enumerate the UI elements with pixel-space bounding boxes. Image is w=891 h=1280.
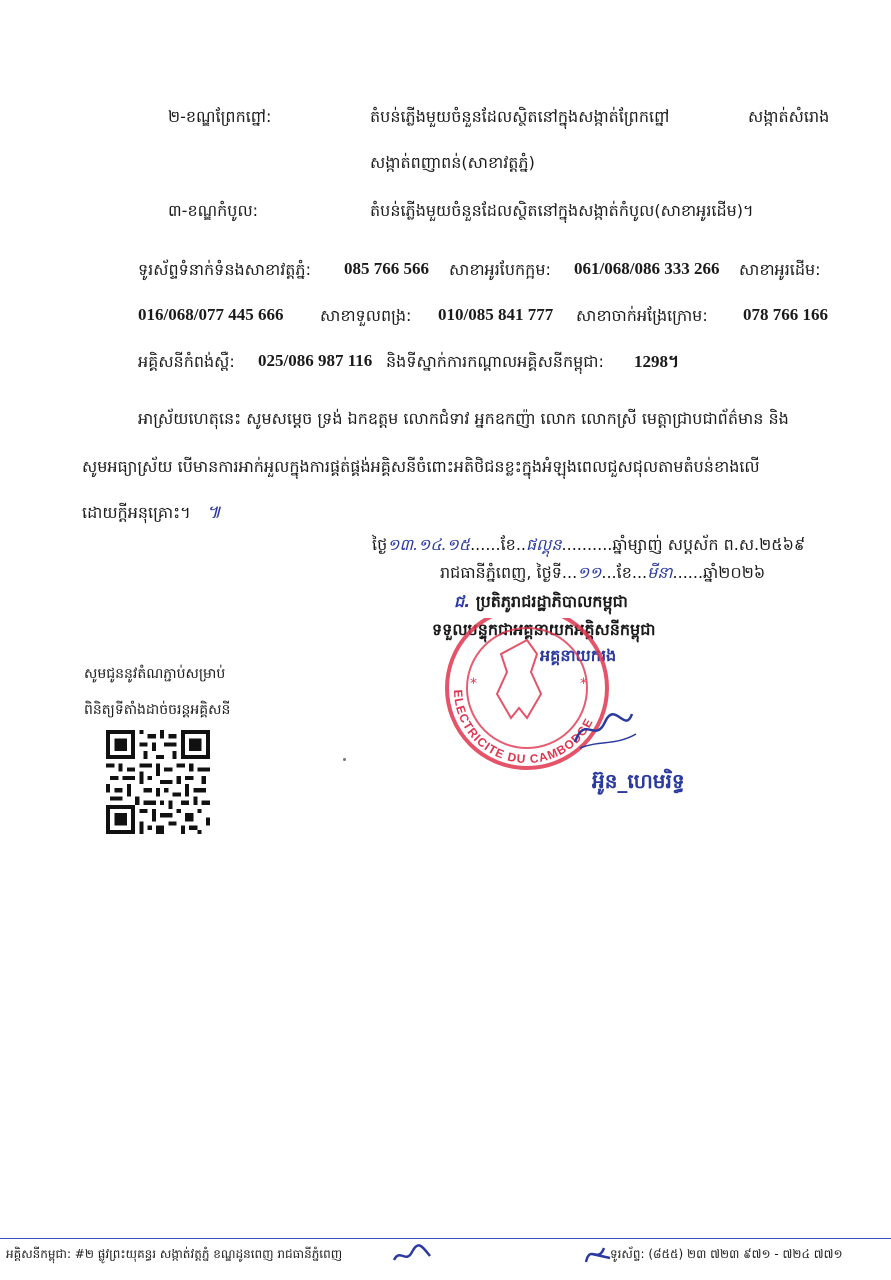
date-mid: ខែ xyxy=(616,563,632,582)
contact-number: 010/085 841 777 xyxy=(438,305,554,324)
closing-mark: ៕ xyxy=(206,502,221,523)
signature-prefix: ជ. xyxy=(454,592,471,611)
svg-text:*: * xyxy=(580,676,587,692)
item-text: សង្កាត់សំរោង xyxy=(748,107,830,126)
contact-label: សាខាទួលពង្រ: xyxy=(320,306,412,325)
signature-title-line3: អគ្គនាយករង xyxy=(540,646,617,665)
item-label: ២-ខណ្ឌព្រែកព្នៅ: xyxy=(168,107,272,126)
contact-number: 025/086 987 116 xyxy=(258,351,373,370)
qr-code[interactable] xyxy=(106,730,210,834)
contact-number: 085 766 566 xyxy=(344,259,429,278)
date-prefix: រាជធានីភ្នំពេញ, ថ្ងៃទី xyxy=(440,563,562,582)
solar-date: រាជធានីភ្នំពេញ, ថ្ងៃទី...១១...ខែ...មីនា......ឆ្នាំ២០២៦ xyxy=(440,563,766,582)
contact-label: និងទីស្នាក់ការកណ្ដាលអគ្គិសនីកម្ពុជា: xyxy=(386,352,604,371)
item-label: ៣-ខណ្ឌកំបូល: xyxy=(168,201,259,220)
stamp-text: ELECTRICITE DU CAMBODGE xyxy=(450,689,596,767)
footer-phone: ទូរស័ព្ទ: (៨៥៥) ២៣ ៧២៣ ៩៧១ - ៧២៤ ៧៧១ xyxy=(610,1247,843,1261)
contact-label: សាខាអូរដើម: xyxy=(739,260,821,279)
contact-number: 1298។ xyxy=(634,352,680,371)
date-day: ១៣.១៤.១៥ xyxy=(387,535,471,554)
footer-initial-mark xyxy=(582,1240,612,1268)
contact-label: សាខាអូរបែកក្អម: xyxy=(449,260,551,279)
contact-number: 016/068/077 445 666 xyxy=(138,305,284,324)
qr-caption-line1: សូមជូននូវតំណភ្ជាប់សម្រាប់ xyxy=(84,666,226,682)
date-suffix: ឆ្នាំ២០២៦ xyxy=(703,563,766,582)
contact-number: 061/068/086 333 266 xyxy=(574,259,720,278)
paragraph-line: អាស្រ័យហេតុនេះ សូមសម្ដេច ទ្រង់ ឯកឧត្តម លោកជំទាវ អ្នកឧកញ៉ា លោក លោកស្រី មេត្តាជ្រាបជាព័ត៌មាន និង xyxy=(138,409,789,428)
contact-label: សាខាចាក់អង្រែក្រោម: xyxy=(576,306,708,325)
signature-title-line1: ប្រតិភូរាជរដ្ឋាភិបាលកម្ពុជា xyxy=(475,592,628,611)
signature-title xyxy=(454,591,628,615)
footer-address: អគ្គិសនីកម្ពុជា: #២ ផ្លូវព្រះយុគន្ធរ សង្កាត់វត្តភ្នំ ខណ្ឌដូនពេញ រាជធានីភ្នំពេញ xyxy=(6,1247,343,1261)
official-stamp xyxy=(432,618,622,778)
signature-title-line2: ទទួលបន្ទុកជាអគ្គនាយកអគ្គិសនីកម្ពុជា xyxy=(432,620,656,639)
contact-number: 078 766 166 xyxy=(743,305,828,324)
footer-initial-mark xyxy=(392,1242,432,1268)
paragraph-line: សូមអធ្យាស្រ័យ បើមានការអាក់អួលក្នុងការផ្គត់ផ្គង់អគ្គិសនីចំពោះអតិថិជនខ្លះក្នុងអំឡុងពេលជួសជុលតាមតំបន់ខាងលើ xyxy=(82,457,760,476)
paragraph-line: ដោយក្ដីអនុគ្រោះ។ xyxy=(82,503,191,522)
date-month: ផល្គុន xyxy=(525,535,562,554)
item-text: តំបន់ភ្លើងមួយចំនួនដែលស្ថិតនៅក្នុងសង្កាត់ព្រែកព្នៅ xyxy=(370,107,670,126)
signatory-name: អ៊ូន_ហេមរិទ្ធ xyxy=(592,769,685,793)
date-month: មីនា xyxy=(647,563,673,582)
svg-text:*: * xyxy=(470,676,477,692)
speck xyxy=(343,758,346,761)
lunar-date: ថ្ងៃ១៣.១៤.១៥......ខែ..ផល្គុន..........ឆ្នាំម្សាញ់ សប្តស័ក ព.ស.២៥៦៩ xyxy=(372,535,806,554)
date-mid: ខែ xyxy=(500,535,516,554)
date-day: ១១ xyxy=(577,563,602,582)
handwritten-signature xyxy=(570,704,640,754)
footer-line xyxy=(0,1238,891,1239)
contact-label: ទូរស័ព្ទទំនាក់ទំនងសាខាវត្តភ្នំ: xyxy=(138,260,311,279)
date-suffix: ឆ្នាំម្សាញ់ សប្តស័ក ព.ស.២៥៦៩ xyxy=(612,535,806,554)
item-text: តំបន់ភ្លើងមួយចំនួនដែលស្ថិតនៅក្នុងសង្កាត់កំបូល(សាខាអូរដើម)។ xyxy=(370,201,754,220)
qr-caption-line2: ពិនិត្យទីតាំងដាច់ចរន្តអគ្គិសនី xyxy=(84,702,231,718)
item-text: សង្កាត់ពញាពន់(សាខាវត្តភ្នំ) xyxy=(370,153,535,172)
date-prefix: ថ្ងៃ xyxy=(372,535,388,554)
contact-label: អគ្គិសនីកំពង់ស្ពឺ: xyxy=(138,352,235,371)
